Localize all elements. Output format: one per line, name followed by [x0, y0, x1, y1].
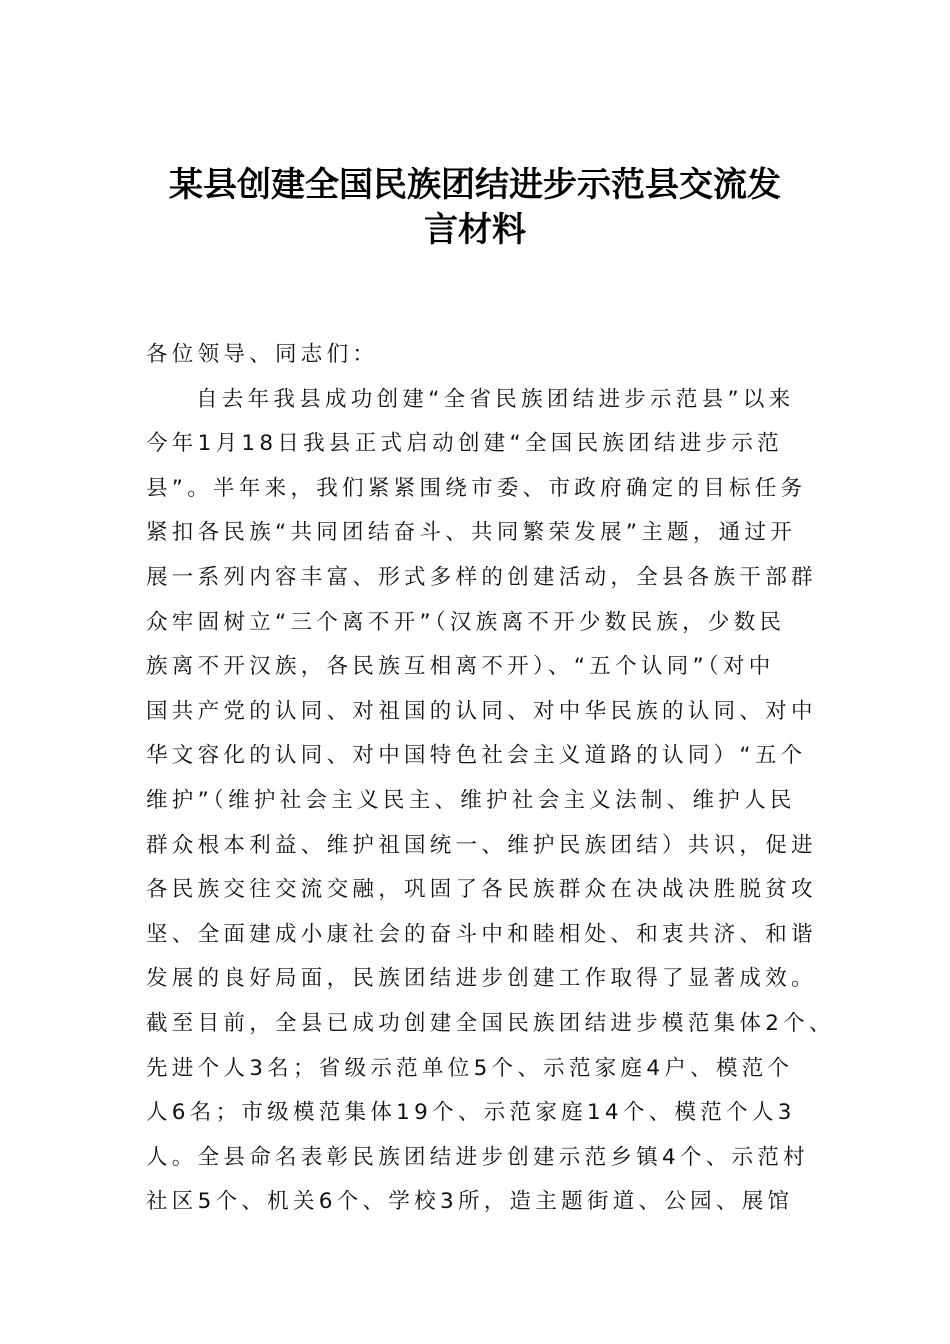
paragraph-line: 众牢固树立“三个离不开”（汉族离不开少数民族，少数民 [146, 609, 786, 635]
paragraph-line: 社区5个、机关6个、学校3所，造主题街道、公园、展馆 [146, 1189, 794, 1215]
paragraph-line: 截至目前，全县已成功创建全国民族团结进步模范集体2个、 [146, 1010, 835, 1036]
title-line-2: 言材料 [424, 210, 526, 250]
salutation: 各位领导、同志们： [146, 342, 379, 367]
title-line-1: 某县创建全国民族团结进步示范县交流发 [169, 165, 781, 205]
paragraph-line: 自去年我县成功创建“全省民族团结进步示范县”以来 [196, 386, 795, 412]
paragraph-line: 发展的良好局面，民族团结进步创建工作取得了显著成效。 [146, 966, 817, 992]
paragraph-line: 族离不开汉族，各民族互相离不开）、“五个认同”（对中 [146, 654, 775, 680]
paragraph-line: 今年1月18日我县正式启动创建“全国民族团结进步示范 [146, 431, 783, 457]
document-body [146, 333, 835, 1225]
paragraph-line: 华文容化的认同、对中国特色社会主义道路的认同）“五个 [146, 743, 807, 769]
paragraph-line: 展一系列内容丰富、形式多样的创建活动，全县各族干部群 [146, 564, 817, 590]
paragraph-line: 先进个人3名；省级示范单位5个、示范家庭4户、模范个 [146, 1055, 794, 1081]
paragraph-line: 县”。半年来，我们紧紧围绕市委、市政府确定的目标任务 [146, 475, 807, 501]
paragraph-line: 国共产党的认同、对祖国的认同、对中华民族的认同、对中 [146, 698, 817, 724]
paragraph-line: 坚、全面建成小康社会的奋斗中和睦相处、和衷共济、和谐 [146, 921, 817, 947]
paragraph-line: 人。全县命名表彰民族团结进步创建示范乡镇4个、示范村 [146, 1144, 809, 1170]
paragraph-line: 紧扣各民族“共同团结奋斗、共同繁荣发展”主题，通过开 [146, 520, 797, 546]
paragraph-line: 人6名；市级模范集体19个、示范家庭14个、模范个人3 [146, 1100, 796, 1126]
paragraph-line: 各民族交往交流交融，巩固了各民族群众在决战决胜脱贫攻 [146, 877, 817, 903]
paragraph-line: 群众根本利益、维护祖国统一、维护民族团结）共识，促进 [146, 832, 817, 858]
paragraph-line: 维护”（维护社会主义民主、维护社会主义法制、维护人民 [146, 787, 796, 813]
